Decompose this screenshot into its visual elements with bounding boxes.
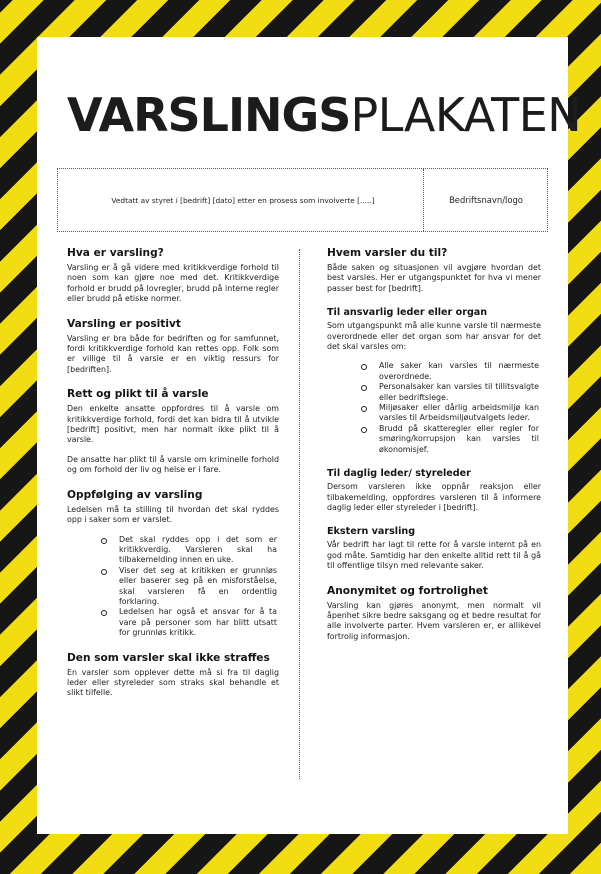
section-text: Som utgangspunkt må alle kunne varsle til nærmeste overordnede eller det organ som har ansvar for det det skal varsles om: [327,321,541,352]
list-item-text: Det skal ryddes opp i det som er kritikkverdig. Varsleren skal ha tilbakemelding innen en uke. [119,534,277,565]
header-info-box [57,168,548,232]
section-text: Varsling er bra både for bedriften og for samfunnet, fordi kritikkverdige forhold kan rettes opp. Folk som er villige til å varsle er en viktig ressurs for [bedriften]. [67,333,279,374]
list-item [379,382,539,403]
section-right-and-duty [67,388,279,475]
follow-up-list [119,535,277,639]
section-text: Varsling kan gjøres anonymt, men normalt vil åpenhet sikre bedre saksgang og et bedre resultat for alle involverte parter. Hvem varsleren er, er allikevel fortrolig informasjon. [327,600,541,641]
section-positive [67,318,279,376]
right-column [327,247,541,655]
circle-bullet-icon [101,610,107,616]
circle-bullet-icon [361,406,367,412]
circle-bullet-icon [361,427,367,433]
section-daily-manager [327,468,541,513]
circle-bullet-icon [101,569,107,575]
reporting-channels-list [379,361,539,455]
section-subheading: Til daglig leder/ styreleder [327,468,471,480]
section-responsible-manager [327,307,541,455]
list-item [119,607,277,638]
list-item [379,403,539,424]
section-text: Dersom varsleren ikke oppnår reaksjon eller tilbakemelding, oppfordres varsleren til å informere daglig leder eller styreleder i [bedrift]. [327,482,541,512]
section-who-to-report-to [327,247,541,294]
section-text: De ansatte har plikt til å varsle om kriminelle forhold og om forhold der liv og helse er i fare. [67,454,279,475]
column-divider [299,249,300,779]
section-no-punishment [67,652,279,699]
left-column [67,247,279,712]
list-item-text: Alle saker kan varsles til nærmeste overordnede. [379,361,539,381]
list-item [119,566,277,608]
section-heading: Den som varsler skal ikke straffes [67,651,270,664]
list-item-text: Personalsaker kan varsles til tillitsvalgte eller bedriftslege. [379,382,539,402]
section-what-is-whistleblowing [67,247,279,305]
circle-bullet-icon [361,385,367,391]
section-subheading: Til ansvarlig leder eller organ [327,307,488,319]
title-light-part: PLAKATEN [350,88,582,142]
circle-bullet-icon [361,364,367,370]
section-external-reporting [327,526,541,571]
list-item [119,535,277,566]
list-item-text: Miljøsaker eller dårlig arbeidsmiljø kan varsles til Arbeidsmiljøutvalgets leder. [379,403,539,423]
section-text: En varsler som opplever dette må si fra til daglig leder eller styreleder som straks skal behandle et slikt tilfelle. [67,667,279,698]
section-heading: Hvem varsler du til? [327,247,448,259]
adopted-statement: Vedtatt av styret i [bedrift] [dato] etter en prosess som involverte [.....] [111,195,375,205]
section-subheading: Ekstern varsling [327,526,416,538]
section-follow-up [67,489,279,639]
section-text: Ledelsen må ta stilling til hvordan det skal ryddes opp i saker som er varslet. [67,504,279,525]
list-item [379,361,539,382]
poster-sheet [37,37,582,834]
list-item-text: Viser det seg at kritikken er grunnløs eller baserer seg på en misforståelse, skal varsleren få en ordentlig forklaring. [119,565,277,606]
section-text: Vår bedrift har lagt til rette for å varsle internt på en god måte. Samtidig har den enkelte alltid rett til å gå til offentlige tilsyn med relevante saker. [327,540,541,571]
section-text: Varsling er å gå videre med kritikkverdige forhold til noen som kan gjøre noe med det. Kritikkverdige forhold er brudd på lovregler, brudd på interne regler eller brudd på etiske normer. [67,263,279,304]
circle-bullet-icon [101,538,107,544]
list-item [379,424,539,455]
list-item-text: Brudd på skatteregler eller regler for smøring/korrupsjon kan varsles til økonomisjef. [379,423,539,454]
section-heading: Anonymitet og fortrolighet [327,584,489,597]
section-text: Den enkelte ansatte oppfordres til å varsle om kritikkverdige forhold, fordi det kan bidra til å utvikle [bedrift] positivt, men har normalt ikke plikt til å varsle. [67,404,279,445]
poster-title [67,89,581,141]
section-text: Både saken og situasjonen vil avgjøre hvordan det best varsles. Her er utgangspunktet for hva vi mener passer best for [bedrift]. [327,263,541,293]
section-anonymity [327,585,541,643]
section-heading: Rett og plikt til å varsle [67,388,209,401]
company-logo-placeholder: Bedriftsnavn/logo [449,195,523,205]
section-heading: Varsling er positivt [67,317,181,330]
section-heading: Hva er varsling? [67,247,164,259]
title-bold-part: VARSLINGS [67,88,351,142]
section-heading: Oppfølging av varsling [67,488,203,501]
list-item-text: Ledelsen har også et ansvar for å ta vare på personer som har blitt utsatt for grunnløs kritikk. [119,607,277,638]
